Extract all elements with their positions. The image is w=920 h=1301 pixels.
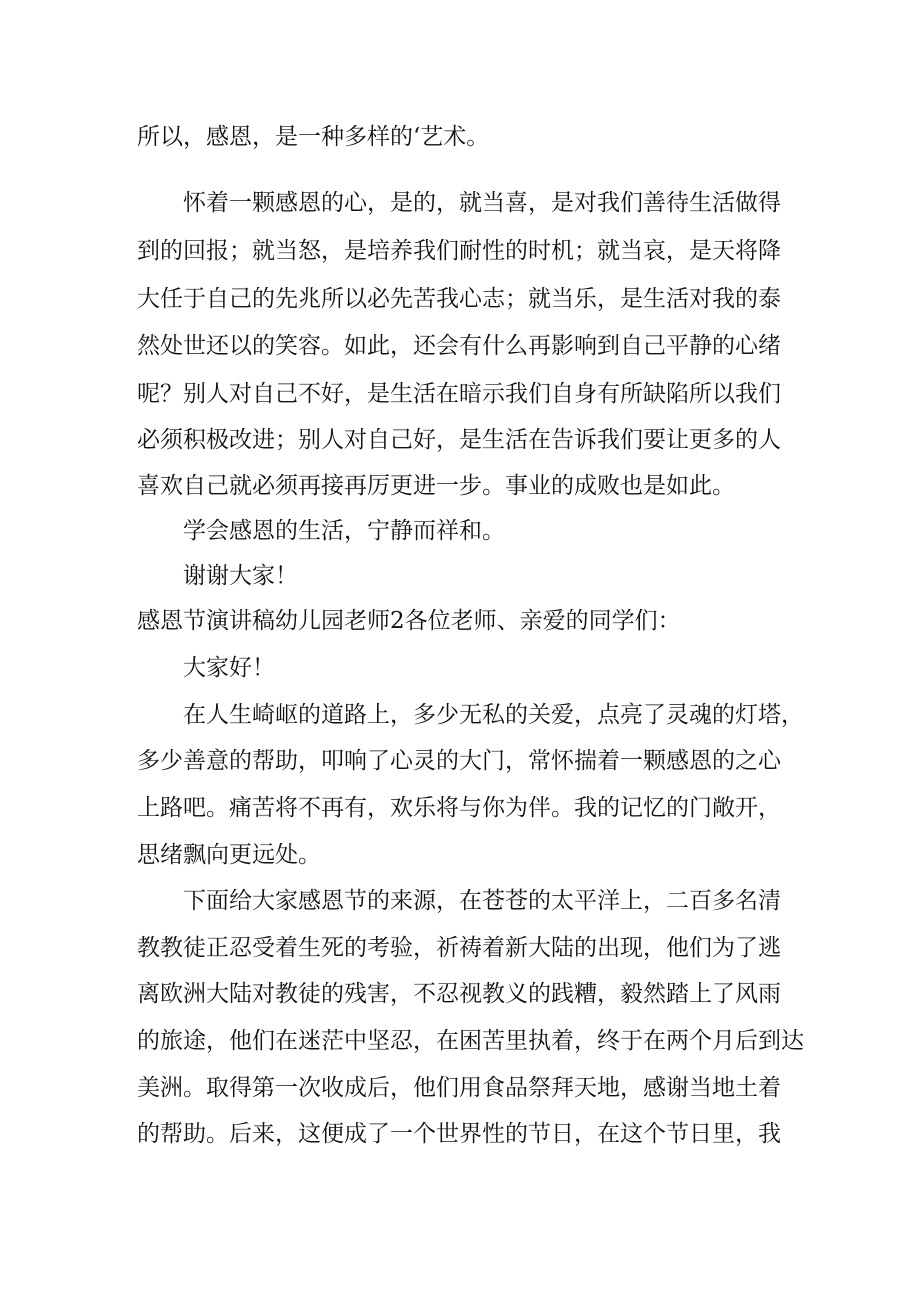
text-line: 喜欢自己就必须再接再厉更进一步。事业的成败也是如此。	[137, 473, 735, 499]
text-line: 到的回报；就当怒，是培养我们耐性的时机；就当哀，是天将降	[137, 238, 781, 264]
text-line: 教教徒正忍受着生死的考验，祈祷着新大陆的出现，他们为了逃	[137, 935, 781, 961]
text-line: 离欧洲大陆对教徒的残害，不忍视教义的践糟，毅然踏上了风雨	[137, 981, 781, 1007]
text-line: 所以，感恩，是一种多样的‘艺术。	[137, 124, 490, 150]
text-line: 美洲。取得第一次收成后，他们用食品祭拜天地，感谢当地土着	[137, 1075, 781, 1101]
text-line: 怀着一颗感恩的心，是的，就当喜，是对我们善待生活做得	[183, 190, 781, 216]
text-line: 上路吧。痛苦将不再有，欢乐将与你为伴。我的记忆的门敞开，	[137, 795, 781, 821]
text-line: 在人生崎岖的道路上，多少无私的关爱，点亮了灵魂的灯塔，	[183, 702, 804, 728]
text-line: 谢谢大家！	[183, 563, 298, 589]
text-line: 下面给大家感恩节的来源，在苍苍的太平洋上，二百多名清	[183, 888, 781, 914]
text-line: 多少善意的帮助，叩响了心灵的大门，常怀揣着一颗感恩的之心	[137, 748, 781, 774]
text-line: 的帮助。后来，这便成了一个世界性的节日，在这个节日里，我	[137, 1121, 781, 1147]
text-line: 大家好！	[183, 655, 275, 681]
text-line: 思绪飘向更远处。	[137, 842, 321, 868]
text-line: 必须积极改进；别人对自己好，是生活在告诉我们要让更多的人	[137, 427, 781, 453]
text-line: 学会感恩的生活，宁静而祥和。	[183, 518, 505, 544]
text-line: 然处世还以的笑容。如此，还会有什么再影响到自己平静的心绪	[137, 333, 781, 359]
text-line: 感恩节演讲稿幼儿园老师2各位老师、亲爱的同学们：	[137, 608, 681, 634]
text-line: 的旅途，他们在迷茫中坚忍，在困苦里执着，终于在两个月后到达	[137, 1028, 804, 1054]
text-line: 大任于自己的先兆所以必先苦我心志；就当乐，是生活对我的泰	[137, 286, 781, 312]
text-line: 呢？别人对自己不好，是生活在暗示我们自身有所缺陷所以我们	[137, 381, 781, 407]
